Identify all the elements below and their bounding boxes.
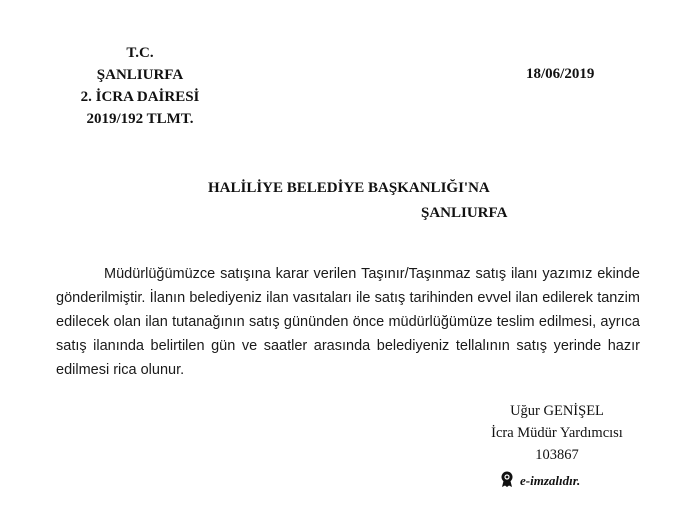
- body-line-2: [56, 286, 640, 310]
- body-line-4-word: belirtilen: [150, 338, 205, 354]
- signer-number: 103867: [535, 447, 579, 463]
- header-line-city: ŞANLIURFA: [96, 67, 184, 83]
- body-line-4-word: tellalının: [455, 338, 510, 354]
- body-line-2-word: gönderilmiştir.: [56, 290, 146, 306]
- body-line-1-word: satış: [475, 266, 507, 282]
- body-line-4-word: ilanında: [93, 338, 144, 354]
- body-line-1-word: karar: [275, 266, 309, 282]
- body-line-3-word: teslim: [496, 314, 535, 330]
- e-signature-label: e-imzalıdır.: [520, 473, 581, 488]
- body-line-1-word: satışına: [220, 266, 271, 282]
- body-line-4-word: saatler: [263, 338, 308, 354]
- body-line-2-word: tarihinden: [409, 290, 474, 306]
- body-line-2-word: vasıtaları: [292, 290, 352, 306]
- recipient-block: [208, 176, 508, 221]
- body-line-4-word: hazır: [607, 338, 640, 354]
- body-line-4-word: gün: [211, 338, 236, 354]
- body-line-2-word: ilan: [515, 290, 539, 306]
- office-header: [40, 42, 240, 130]
- body-line-2-word: ile: [355, 290, 371, 306]
- body-line-3-word: ayrıca: [600, 314, 640, 330]
- body-line-1: [56, 262, 640, 286]
- body-line-4-word: yerinde: [553, 338, 602, 354]
- body-line-4-word: satış: [516, 338, 548, 354]
- body-line-3-word: olan: [113, 314, 141, 330]
- e-signature-mark: [498, 470, 580, 492]
- body-line-1-word: ekinde: [597, 266, 640, 282]
- body-line-2-word: İlanın: [149, 290, 186, 306]
- body-line-3-word: edilecek: [56, 314, 110, 330]
- body-line-3: [56, 310, 640, 334]
- body-line-3-word: tutanağının: [172, 314, 245, 330]
- body-line-3-word: ilan: [145, 314, 168, 330]
- body-line-1-word: yazımız: [542, 266, 593, 282]
- recipient-name: HALİLİYE BELEDİYE BAŞKANLIĞI'NA: [208, 180, 490, 196]
- body-line-1-word: Müdürlüğümüzce: [104, 266, 216, 282]
- body-line-2-word: tanzim: [597, 290, 640, 306]
- body-line-3-word: önce: [352, 314, 385, 330]
- signer-name: Uğur GENİŞEL: [510, 403, 604, 419]
- body-line-3-word: müdürlüğümüze: [388, 314, 493, 330]
- body-line-4-word: ve: [241, 338, 258, 354]
- body-line-2-word: satış: [374, 290, 406, 306]
- body-line-1-word: Taşınır/Taşınmaz: [361, 266, 471, 282]
- body-line-1-word: verilen: [313, 266, 357, 282]
- header-line-file-number: 2019/192 TLMT.: [86, 111, 194, 127]
- body-line-2-word: evvel: [477, 290, 512, 306]
- letter-body: [56, 262, 640, 382]
- body-line-3-word: gününden: [283, 314, 349, 330]
- body-line-4-word: satış: [56, 338, 87, 354]
- body-line-4: [56, 334, 640, 358]
- body-line-2-word: belediyeniz: [189, 290, 262, 306]
- header-line-tc: T.C.: [126, 45, 154, 61]
- body-line-1-word: ilanı: [510, 266, 538, 282]
- body-line-3-word: edilmesi,: [538, 314, 597, 330]
- body-line-2-word: edilerek: [542, 290, 593, 306]
- body-line-5: edilmesi rica olunur.: [56, 362, 185, 378]
- recipient-city: ŞANLIURFA: [421, 205, 508, 221]
- body-line-4-word: arasında: [313, 338, 371, 354]
- seal-icon: [498, 470, 516, 492]
- document-date: 18/06/2019: [526, 66, 595, 82]
- body-line-3-word: satış: [248, 314, 280, 330]
- signer-title: İcra Müdür Yardımcısı: [491, 425, 623, 441]
- header-line-office: 2. İCRA DAİRESİ: [80, 89, 200, 105]
- signature-block: [462, 400, 652, 466]
- body-line-2-word: ilan: [266, 290, 289, 306]
- body-line-4-word: belediyeniz: [376, 338, 450, 354]
